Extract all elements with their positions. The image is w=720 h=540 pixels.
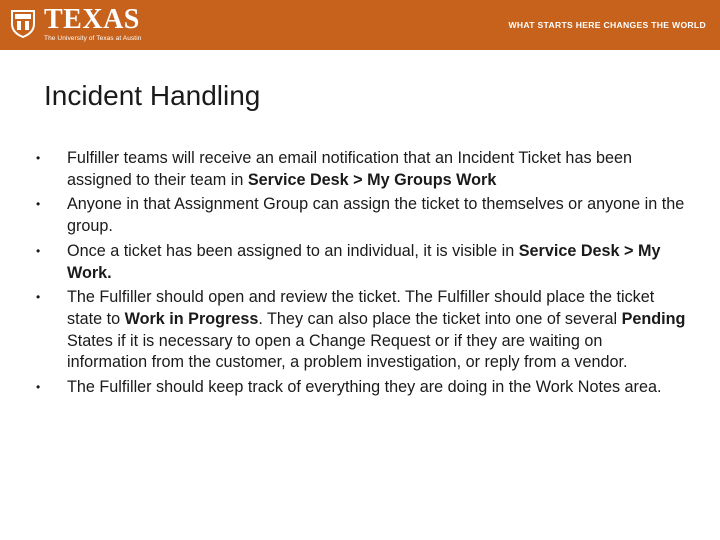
bullet-item bbox=[36, 194, 686, 237]
bullet-text: . They can also place the ticket into one of several bbox=[258, 309, 622, 328]
slide-title: Incident Handling bbox=[44, 80, 261, 111]
ut-logo[interactable] bbox=[8, 6, 141, 44]
bullet-bold-text: Service Desk > My Groups Work bbox=[247, 170, 497, 189]
bullet-bold-text: Pending bbox=[621, 309, 686, 328]
bullet-text: Once a ticket has been assigned to an individual, it is visible in bbox=[67, 241, 519, 260]
header-bar bbox=[0, 0, 720, 50]
bullet-bold-text: Work in Progress bbox=[124, 309, 259, 328]
bullet-dot-icon: • bbox=[36, 290, 41, 305]
logo-wordmark: TEXAS bbox=[44, 4, 140, 35]
ut-seal-icon bbox=[8, 8, 38, 38]
bullet-item bbox=[36, 148, 686, 191]
bullet-text: Fulfiller teams will receive an email notification that an Incident Ticket has been assigned to their team in bbox=[67, 149, 633, 189]
bullet-dot-icon: • bbox=[36, 151, 41, 165]
bullet-dot-icon: • bbox=[36, 197, 41, 212]
header-tagline: WHAT STARTS HERE CHANGES THE WORLD bbox=[508, 20, 706, 30]
bullet-item bbox=[36, 241, 686, 284]
bullet-text: States if it is necessary to open a Change Request or if they are waiting on information from the customer, a problem investigation, or reply from a vendor. bbox=[67, 331, 628, 372]
bullet-dot-icon: • bbox=[36, 380, 41, 395]
bullet-item bbox=[36, 287, 686, 374]
bullet-list bbox=[36, 148, 686, 402]
bullet-text: The Fulfiller should open and review the ticket. The Fulfiller should place the ticket state to bbox=[67, 288, 655, 328]
logo-subtitle: The University of Texas at Austin bbox=[44, 35, 142, 42]
bullet-dot-icon: • bbox=[36, 243, 41, 258]
bullet-item bbox=[36, 377, 686, 399]
bullet-bold-text: Service Desk > My Work. bbox=[67, 241, 661, 282]
bullet-text: Anyone in that Assignment Group can assign the ticket to themselves or anyone in the group. bbox=[67, 195, 685, 236]
bullet-text: The Fulfiller should keep track of everything they are doing in the Work Notes area. bbox=[67, 378, 662, 397]
